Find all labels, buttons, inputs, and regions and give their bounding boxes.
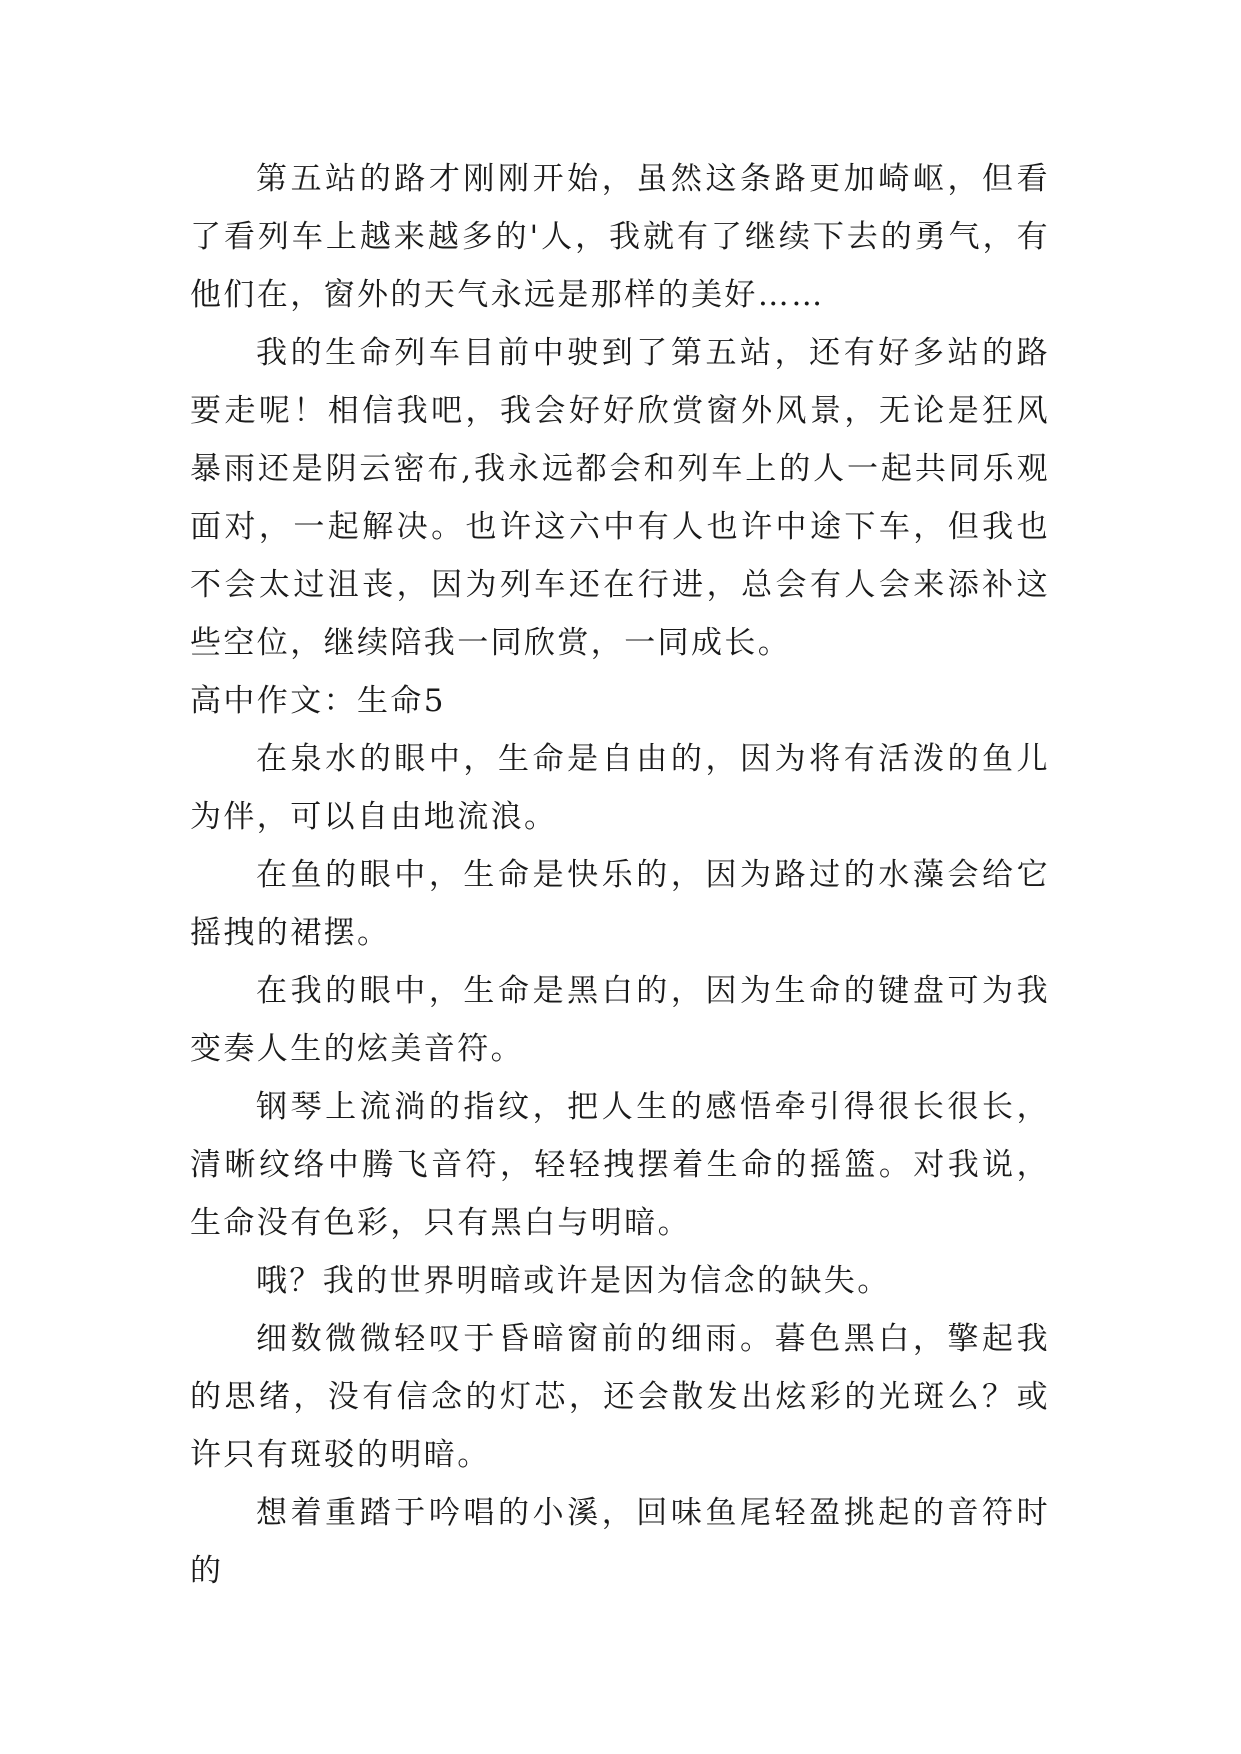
paragraph-spring-water: 在泉水的眼中，生命是自由的，因为将有活泼的鱼儿为伴，可以自由地流浪。 xyxy=(190,741,1050,835)
paragraph-fifth-station: 第五站的路才刚刚开始，虽然这条路更加崎岖，但看了看列车上越来越多的'人，我就有了继续下去的勇气，有他们在，窗外的天气永远是那样的美好…… xyxy=(190,161,1050,313)
paragraph-belief: 哦？我的世界明暗或许是因为信念的缺失。 xyxy=(256,1263,891,1299)
section-title: 高中作文：生命5 xyxy=(190,683,446,719)
paragraph-my-eyes: 在我的眼中，生命是黑白的，因为生命的键盘可为我变奏人生的炫美音符。 xyxy=(190,973,1050,1067)
paragraph-stream: 想着重踏于吟唱的小溪，回味鱼尾轻盈挑起的音符时的 xyxy=(190,1495,1050,1589)
paragraph-life-train: 我的生命列车目前中驶到了第五站，还有好多站的路要走呢！相信我吧，我会好好欣赏窗外风景，无论是狂风暴雨还是阴云密布,我永远都会和列车上的人一起共同乐观面对，一起解决。也许这六中有人也许中途下车，但我也不会太过沮丧，因为列车还在行进，总会有人会来添补这些空位，继续陪我一同欣赏，一同成长。 xyxy=(190,335,1050,661)
paragraph-fish-eyes: 在鱼的眼中，生命是快乐的，因为路过的水藻会给它摇拽的裙摆。 xyxy=(190,857,1050,951)
paragraph-drizzle: 细数微微轻叹于昏暗窗前的细雨。暮色黑白，擎起我的思绪，没有信念的灯芯，还会散发出炫彩的光斑么？或许只有斑驳的明暗。 xyxy=(190,1321,1050,1473)
paragraph-piano: 钢琴上流淌的指纹，把人生的感悟牵引得很长很长，清晰纹络中腾飞音符，轻轻拽摆着生命的摇篮。对我说，生命没有色彩，只有黑白与明暗。 xyxy=(190,1089,1050,1241)
document-page xyxy=(190,150,1050,1600)
